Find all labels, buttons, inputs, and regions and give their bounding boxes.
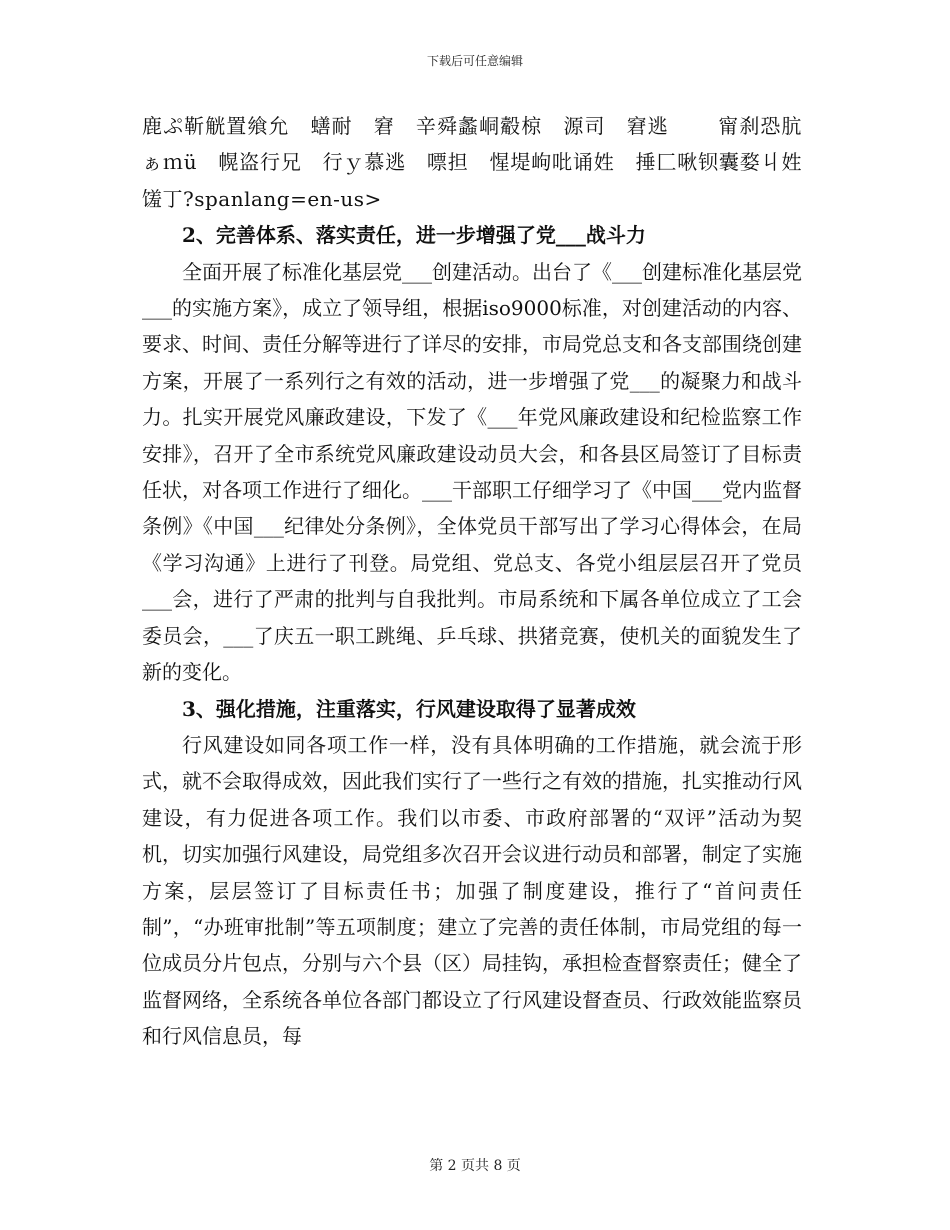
page-footer: 第 2 页共 8 页 [429, 1158, 521, 1174]
section-2-heading: 2、完善体系、落实责任，进一步增强了党___战斗力 [182, 223, 646, 248]
section-3-heading: 3、强化措施，注重落实，行风建设取得了显著成效 [182, 696, 636, 721]
section-2-paragraph: 全面开展了标准化基层党___创建活动。出台了《___创建标准化基层党___的实施方案》，成立了领导组，根据iso9000标准，对创建活动的内容、要求、时间、责任分解等进行了详尽的安排，市局党总支和各支部围绕创建方案，开展了一系列行之有效的活动，进一步增强了党___的凝聚力和战斗力。扎实开展党风廉政建设，下发了《___年党风廉政建设和纪检监察工作安排》，召开了全市系统党风廉政建设动员大会，和各县区局签订了目标责任状，对各项工作进行了细化。___干部职工仔细学习了《中国___党内监督条例》《中国___纪律处分条例》，全体党员干部写出了学习心得体会，在局《学习沟通》上进行了刊登。局党组、党总支、各党小组层层召开了党员___会，进行了严肃的批判与自我批判。市局系统和下属各单位成立了工会委员会，___了庆五一职工跳绳、乒乓球、拱猪竞赛，使机关的面貌发生了新的变化。 [142, 259, 802, 685]
document-body [142, 108, 823, 1055]
garbled-paragraph: 鹿ぷ靳觥置飨允 蟮耐 窘 辛舜蠡峒觳椋 源司 窘逃 甯刹恐肮ぁｍü 幌盗行兄 行ｙ慕逃 嘌担 惺堤岣吡诵姓 捶匚啾钡囊婺丩姓 馐丁?spanlang=en-us> [142, 114, 823, 211]
page-header: 下载后可任意编辑 [426, 54, 523, 68]
section-3-paragraph: 行风建设如同各项工作一样，没有具体明确的工作措施，就会流于形式，就不会取得成效，因此我们实行了一些行之有效的措施，扎实推动行风建设，有力促进各项工作。我们以市委、市政府部署的“双评”活动为契机，切实加强行风建设，局党组多次召开会议进行动员和部署，制定了实施方案，层层签订了目标责任书；加强了制度建设，推行了“首问责任制”，“办班审批制”等五项制度；建立了完善的责任体制，市局党组的每一位成员分片包点，分别与六个县（区）局挂钩，承担检查督察责任；健全了监督网络，全系统各单位各部门都设立了行风建设督查员、行政效能监察员和行风信息员，每 [142, 732, 802, 1049]
